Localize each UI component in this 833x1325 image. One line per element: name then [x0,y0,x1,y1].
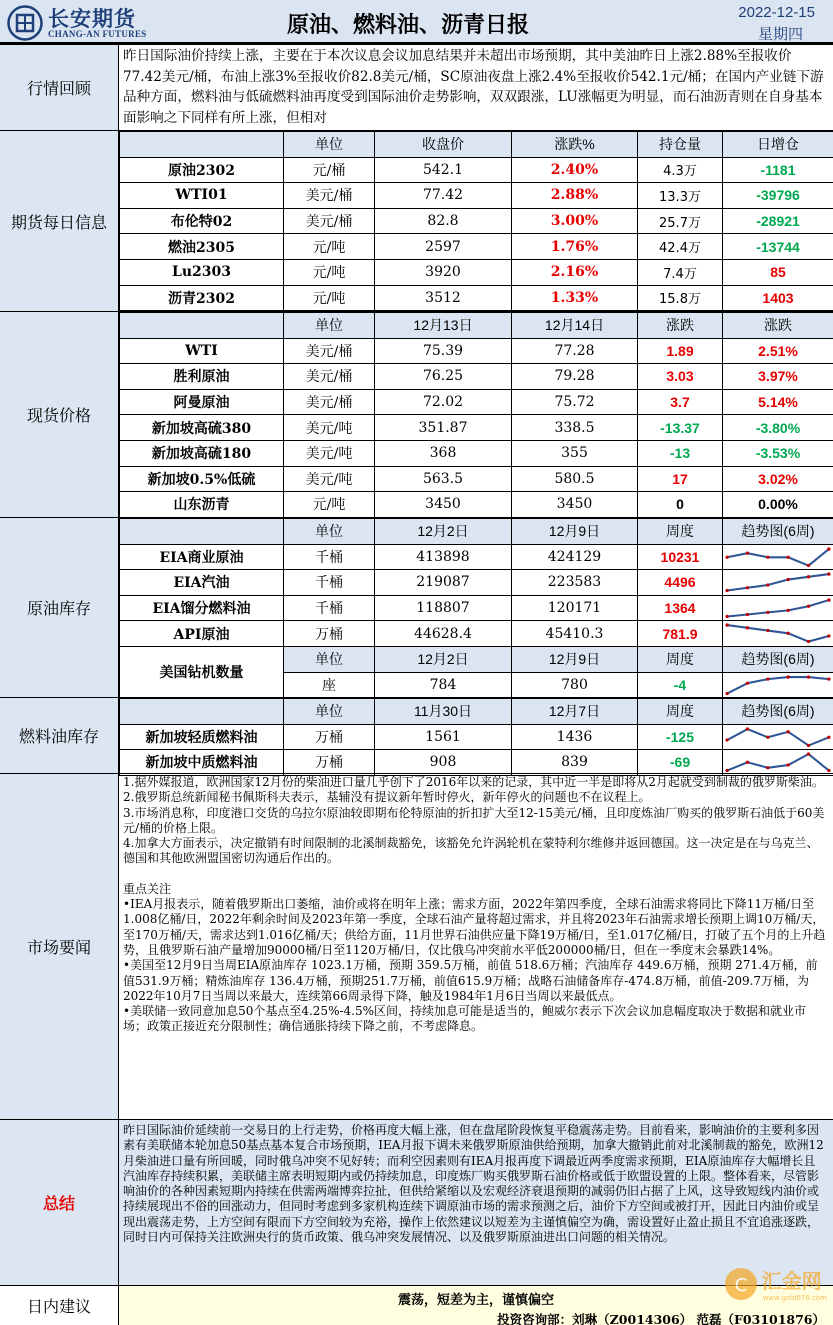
change-pct-cell: 3.97% [723,364,833,390]
report-date: 2022-12-15 [738,4,815,21]
sparkline-point [746,613,749,616]
contract-name: WTI01 [120,183,284,209]
futures-row [120,259,833,285]
sparkline-point [725,589,728,592]
futures-row [120,183,833,209]
value-curr-cell: 839 [512,750,638,776]
news-paragraph: 4.加拿大方面表示，决定撤销有时间限制的北溪制裁豁免，该豁免允许涡轮机在蒙特利尔维修并返回德国。这一决定是在与乌克兰、德国和其他欧洲盟国密切沟通后作出的。 [123,836,819,866]
change-cell: 0 [638,492,723,518]
section-label: 市场要闻 [0,774,119,1119]
trend-sparkline [723,570,833,595]
spot-row [120,466,833,492]
value-prev-cell: 908 [375,750,512,776]
close-price-cell: 3512 [375,285,512,311]
header-row [120,313,833,339]
section-label: 行情回顾 [0,45,119,130]
report-header [0,0,833,44]
change-pct-cell: 3.00% [512,208,638,234]
change-pct-cell: 2.51% [723,338,833,364]
trend-chart-cell [723,621,833,647]
trend-sparkline [723,725,833,750]
price-prev-cell: 351.87 [375,415,512,441]
trend-sparkline [723,545,833,570]
change-pct-cell: 2.16% [512,259,638,285]
watermark-logo-icon [723,1266,759,1302]
change-pct-cell: 5.14% [723,389,833,415]
spot-name: 新加坡0.5%低硫 [120,466,284,492]
price-prev-cell: 3450 [375,492,512,518]
brand-name-en: CHANG-AN FUTURES [48,29,147,39]
sparkline-point [807,640,810,643]
sparkline-path [727,574,829,590]
section-label: 现货价格 [0,312,119,517]
unit-cell: 美元/桶 [284,208,375,234]
column-header: 周度 [638,699,723,725]
daily-oi-change-cell: -39796 [723,183,833,209]
sparkline-point [766,735,769,738]
sparkline-point [827,635,830,638]
futures-row [120,157,833,183]
market-news-text [119,774,833,1035]
price-curr-cell: 3450 [512,492,638,518]
spot-price-section [0,312,833,518]
news-paragraph: 2.俄罗斯总统新闻秘书佩斯科夫表示，基辅没有提议新年暂时停火，新年停火的问题也不在议程上。 [123,790,651,805]
column-header [120,132,284,158]
watermark-text: 汇金网 [761,1269,822,1293]
spot-row [120,338,833,364]
price-curr-cell: 79.28 [512,364,638,390]
unit-cell: 元/桶 [284,157,375,183]
section-label: 日内建议 [0,1286,119,1325]
header-row [120,132,833,158]
fuel-inventory-row [120,750,833,776]
column-header [120,699,284,725]
change-cell: -13 [638,440,723,466]
trend-sparkline [723,621,833,646]
inventory-name: API原油 [120,621,284,647]
fuel-oil-inventory-table [119,698,833,776]
spot-name: 山东沥青 [120,492,284,518]
sparkline-point [827,769,830,772]
unit-cell: 座 [284,672,375,698]
unit-cell: 千桶 [284,595,375,621]
summary-text: 昨日国际油价延续前一交易日的上行走势，价格再度大幅上涨，但在盘尾阶段恢复平稳震荡走势。目前看来，影响油价的主要利多因素有美联储本轮加息50基点基本复合市场预期，IEA月报下调未来俄罗斯原油供给预期，加拿大撤销此前对北溪制裁的豁免，欧洲12月柴油进口量有所回暖，同时俄乌冲突不见好转；而利空因素则有IEA月报再度下调最近两季度需求预期，EIA原油库存大幅增长且汽油库存持续积累，美联储主席表明短期内或仍持续加息，印度炼厂购买俄罗斯石油价格或低于欧盟设置的上限。整体看来，尽管影响油价的各种因素短期内持续在供需两端博弈拉扯，但供给紧缩以及宏观经济衰退预期的减弱仍旧占据了上风，这导致短线内油价或持续展现出不俗的回涨动力，但同时考虑到多家机构连续下调原油市场的需求预测之后，油价下方空间或被打开，因此日内油价或呈现出震荡走势，上方空间有限而下方空间较为充裕，操作上依然建议以短差为主谨慎偏空为确，需设置好止盈止损且不宜追涨逐跌，同时日内可保持关注欧洲央行的货币政策、俄乌冲突发展情况、以及俄罗斯原油进出口问题的相关情况。 [123,1123,824,1245]
sparkline-path [727,729,829,745]
price-prev-cell: 72.02 [375,389,512,415]
sparkline-point [807,753,810,756]
sparkline-path [727,549,829,565]
sparkline-point [766,766,769,769]
inventory-row [120,621,833,647]
market-review-text: 昨日国际油价持续上涨，主要在于本次议息会议加息结果并未超出市场预期，其中美油昨日上涨2.88%至报收价77.42美元/桶，布油上涨3%至报收价82.8美元/桶，SC原油夜盘上涨2.4%至报收价542.1元/桶；在国内产业链下游品种方面，燃料油与低硫燃料油再度受到国际油价走势影响，双双跟涨，LU涨幅更为明显，而石油沥青则在自身基本面影响之下同样有所上涨，但相对 [123,48,824,126]
sparkline-point [807,743,810,746]
sparkline-point [807,604,810,607]
spot-name: 胜利原油 [120,364,284,390]
daily-oi-change-cell: -13744 [723,234,833,260]
daily-oi-change-cell: -28921 [723,208,833,234]
value-prev-cell: 1561 [375,724,512,750]
section-label: 原油库存 [0,518,119,697]
weekly-change-cell: -4 [638,672,723,698]
column-header: 12月14日 [512,313,638,339]
inventory-name: 新加坡轻质燃料油 [120,724,284,750]
value-curr-cell: 1436 [512,724,638,750]
column-header [120,519,284,545]
unit-cell: 美元/吨 [284,466,375,492]
value-prev-cell: 44628.4 [375,621,512,647]
sparkline-point [807,675,810,678]
report-title: 原油、燃料油、沥青日报 [286,13,529,38]
crude-inventory-section [0,518,833,698]
sparkline-point [766,677,769,680]
spot-row [120,440,833,466]
value-prev-cell: 219087 [375,570,512,596]
column-header: 单位 [284,313,375,339]
weekly-change-cell: 1364 [638,595,723,621]
price-prev-cell: 368 [375,440,512,466]
spot-row [120,415,833,441]
news-paragraph: 重点关注 [123,881,172,896]
inventory-name: EIA馏分燃料油 [120,595,284,621]
contract-name: Lu2303 [120,259,284,285]
sparkline-point [827,573,830,576]
report-weekday: 星期四 [757,25,803,43]
value-prev-cell: 413898 [375,544,512,570]
unit-cell: 美元/吨 [284,440,375,466]
sparkline-point [746,727,749,730]
fuel-inventory-row [120,724,833,750]
open-interest-cell: 25.7万 [638,208,723,234]
daily-oi-change-cell: -1181 [723,157,833,183]
chang-an-logo-icon [6,5,44,41]
column-header: 涨跌 [723,313,833,339]
sparkline-point [787,608,790,611]
header-row [120,519,833,545]
rig-header-row [120,646,833,672]
spot-row [120,389,833,415]
column-header: 12月9日 [512,646,638,672]
unit-cell: 万桶 [284,621,375,647]
unit-cell: 千桶 [284,570,375,596]
open-interest-cell: 15.8万 [638,285,723,311]
news-paragraph: 3.市场消息称，印度港口交货的乌拉尔原油较即期布伦特原油的折扣扩大至12-15美元/桶，且印度炼油厂购买的俄罗斯石油低于60美元/桶的价格上限。 [123,805,825,835]
sparkline-point [787,555,790,558]
column-header: 单位 [284,519,375,545]
news-paragraph [123,867,827,882]
column-header: 持仓量 [638,132,723,158]
sparkline-point [787,578,790,581]
daily-oi-change-cell: 85 [723,259,833,285]
column-header: 收盘价 [375,132,512,158]
rig-count-name: 美国钻机数量 [120,646,284,697]
column-header: 趋势图(6周) [723,699,833,725]
crude-inventory-table [119,518,833,698]
section-label: 总结 [0,1120,119,1285]
inventory-name: 新加坡中质燃料油 [120,750,284,776]
spot-name: 新加坡高硫380 [120,415,284,441]
column-header: 周度 [638,646,723,672]
fuel-oil-inventory-section [0,698,833,774]
trend-chart-cell [723,750,833,776]
sparkline-point [766,555,769,558]
news-paragraph: •IEA月报表示，随着俄罗斯出口萎缩，油价或将在明年上涨；需求方面，2022年第四季度，全球石油需求将同比下降11万桶/日至1.008亿桶/日，2022年剩余时间及2023年第一季度，全球石油产量将超过需求，并且将2023年石油需求增长预期上调10万桶/天，至170万桶/天，需求达到1.016亿桶/天；供给方面，11月世界石油供应量下降19万桶/日，至1.017亿桶/日，打破了五个月的上升趋势，且俄罗斯石油产量增加90000桶/日至1120万桶/日，仅比俄乌冲突前水平低200000桶/日，但在一季度末会暴跌14%。 [123,897,826,957]
advice-footer: 投资咨询部：刘琳（Z0014306） 范磊（F03101876） [497,1312,825,1325]
inventory-name: EIA商业原油 [120,544,284,570]
news-paragraph: 1.据外媒报道，欧洲国家12月份的柴油进口量几乎创下了2016年以来的记录，其中近一半是即将从2月起就受到制裁的俄罗斯柴油。 [123,775,824,789]
watermark [723,1265,827,1302]
price-curr-cell: 355 [512,440,638,466]
sparkline-point [807,575,810,578]
trend-chart-cell [723,544,833,570]
trend-chart-cell [723,672,833,698]
column-header: 12月9日 [512,519,638,545]
sparkline-path [727,625,829,641]
trend-sparkline [723,673,833,698]
price-curr-cell: 77.28 [512,338,638,364]
intraday-advice-section [0,1286,833,1325]
header-row [120,699,833,725]
contract-name: 沥青2302 [120,285,284,311]
sparkline-path [727,677,829,693]
open-interest-cell: 42.4万 [638,234,723,260]
close-price-cell: 3920 [375,259,512,285]
summary-section [0,1120,833,1286]
sparkline-point [827,735,830,738]
brand-name-cn: 长安期货 [48,7,136,31]
column-header: 单位 [284,646,375,672]
spot-row [120,364,833,390]
advice-text: 震荡，短差为主，谨慎偏空 [397,1293,554,1308]
column-header: 趋势图(6周) [723,519,833,545]
trend-chart-cell [723,724,833,750]
spot-name: WTI [120,338,284,364]
unit-cell: 元/吨 [284,234,375,260]
value-curr-cell: 45410.3 [512,621,638,647]
change-cell: -13.37 [638,415,723,441]
change-pct-cell: 2.40% [512,157,638,183]
unit-cell: 元/吨 [284,285,375,311]
open-interest-cell: 7.4万 [638,259,723,285]
sparkline-point [787,632,790,635]
futures-section [0,131,833,312]
unit-cell: 美元/桶 [284,338,375,364]
price-curr-cell: 338.5 [512,415,638,441]
sparkline-point [807,563,810,566]
weekly-change-cell: 10231 [638,544,723,570]
value-prev-cell: 784 [375,672,512,698]
value-curr-cell: 780 [512,672,638,698]
section-label: 燃料油库存 [0,698,119,773]
close-price-cell: 542.1 [375,157,512,183]
futures-row [120,234,833,260]
section-label: 期货每日信息 [0,131,119,311]
sparkline-point [766,584,769,587]
sparkline-point [827,547,830,550]
unit-cell: 元/吨 [284,259,375,285]
change-pct-cell: 0.00% [723,492,833,518]
watermark-url: www.gold678.com [762,1294,827,1302]
change-pct-cell: 3.02% [723,466,833,492]
open-interest-cell: 4.3万 [638,157,723,183]
sparkline-point [787,675,790,678]
unit-cell: 美元/桶 [284,389,375,415]
futures-row [120,208,833,234]
column-header: 11月30日 [375,699,512,725]
spot-name: 新加坡高硫180 [120,440,284,466]
column-header: 单位 [284,132,375,158]
change-pct-cell: 2.88% [512,183,638,209]
change-pct-cell: 1.76% [512,234,638,260]
weekly-change-cell: 4496 [638,570,723,596]
sparkline-point [746,551,749,554]
column-header: 12月13日 [375,313,512,339]
change-pct-cell: 1.33% [512,285,638,311]
unit-cell: 美元/桶 [284,364,375,390]
trend-chart-cell [723,570,833,596]
inventory-name: EIA汽油 [120,570,284,596]
close-price-cell: 77.42 [375,183,512,209]
column-header: 周度 [638,519,723,545]
svg-text:C: C [734,1274,747,1296]
column-header: 日增仓 [723,132,833,158]
spot-row [120,492,833,518]
close-price-cell: 2597 [375,234,512,260]
contract-name: 燃油2305 [120,234,284,260]
unit-cell: 美元/吨 [284,415,375,441]
news-paragraph: •美国至12月9日当周EIA原油库存 1023.1万桶，预期 359.5万桶，前值 518.6万桶；汽油库存 449.6万桶，预期 271.4万桶，前值531.9万桶；精炼油库存 136.4万桶，预期251.7万桶，前值615.9万桶；战略石油储备库存-474.8万桶，前值-209.7万桶，为2022年10月7日当周以来最大，连续第66周录得下降，触及1984年1月6日当周以来最低点。 [123,958,818,1003]
contract-name: 原油2302 [120,157,284,183]
news-paragraph: •美联储一致同意加息50个基点至4.25%-4.5%区间，持续加息可能是适当的，鲍威尔表示下次会议加息幅度取决于数据和就业市场；政策正接近充分限制性；确信通胀持续下降之前，不考虑降息。 [123,1004,807,1034]
market-review-section [0,44,833,131]
close-price-cell: 82.8 [375,208,512,234]
trend-chart-cell [723,595,833,621]
market-news-section [0,774,833,1120]
sparkline-point [725,738,728,741]
spot-price-table [119,312,833,518]
sparkline-point [827,598,830,601]
open-interest-cell: 13.3万 [638,183,723,209]
price-curr-cell: 580.5 [512,466,638,492]
price-prev-cell: 75.39 [375,338,512,364]
price-curr-cell: 75.72 [512,389,638,415]
column-header: 12月2日 [375,646,512,672]
sparkline-point [725,615,728,618]
sparkline-point [787,764,790,767]
value-curr-cell: 424129 [512,544,638,570]
sparkline-point [746,761,749,764]
value-curr-cell: 120171 [512,595,638,621]
column-header: 趋势图(6周) [723,646,833,672]
sparkline-point [725,769,728,772]
weekly-change-cell: -69 [638,750,723,776]
column-header [120,313,284,339]
contract-name: 布伦特02 [120,208,284,234]
change-pct-cell: -3.53% [723,440,833,466]
column-header: 单位 [284,699,375,725]
change-cell: 1.89 [638,338,723,364]
sparkline-point [725,624,728,627]
change-cell: 3.7 [638,389,723,415]
inventory-row [120,544,833,570]
sparkline-point [787,730,790,733]
sparkline-path [727,754,829,770]
sparkline-point [725,555,728,558]
value-prev-cell: 118807 [375,595,512,621]
trend-sparkline [723,596,833,621]
sparkline-point [746,586,749,589]
sparkline-point [746,681,749,684]
daily-oi-change-cell: 1403 [723,285,833,311]
unit-cell: 美元/桶 [284,183,375,209]
value-curr-cell: 223583 [512,570,638,596]
futures-row [120,285,833,311]
price-prev-cell: 76.25 [375,364,512,390]
sparkline-path [727,600,829,616]
column-header: 12月7日 [512,699,638,725]
column-header: 涨跌 [638,313,723,339]
trend-sparkline [723,750,833,775]
column-header: 12月2日 [375,519,512,545]
unit-cell: 万桶 [284,750,375,776]
inventory-row [120,570,833,596]
sparkline-point [766,611,769,614]
unit-cell: 元/吨 [284,492,375,518]
sparkline-point [725,691,728,694]
spot-name: 阿曼原油 [120,389,284,415]
unit-cell: 千桶 [284,544,375,570]
sparkline-point [766,629,769,632]
inventory-row [120,595,833,621]
change-cell: 3.03 [638,364,723,390]
weekly-change-cell: -125 [638,724,723,750]
change-cell: 17 [638,466,723,492]
column-header: 涨跌% [512,132,638,158]
unit-cell: 万桶 [284,724,375,750]
weekly-change-cell: 781.9 [638,621,723,647]
sparkline-point [827,677,830,680]
price-prev-cell: 563.5 [375,466,512,492]
sparkline-point [746,627,749,630]
change-pct-cell: -3.80% [723,415,833,441]
futures-table [119,131,833,311]
